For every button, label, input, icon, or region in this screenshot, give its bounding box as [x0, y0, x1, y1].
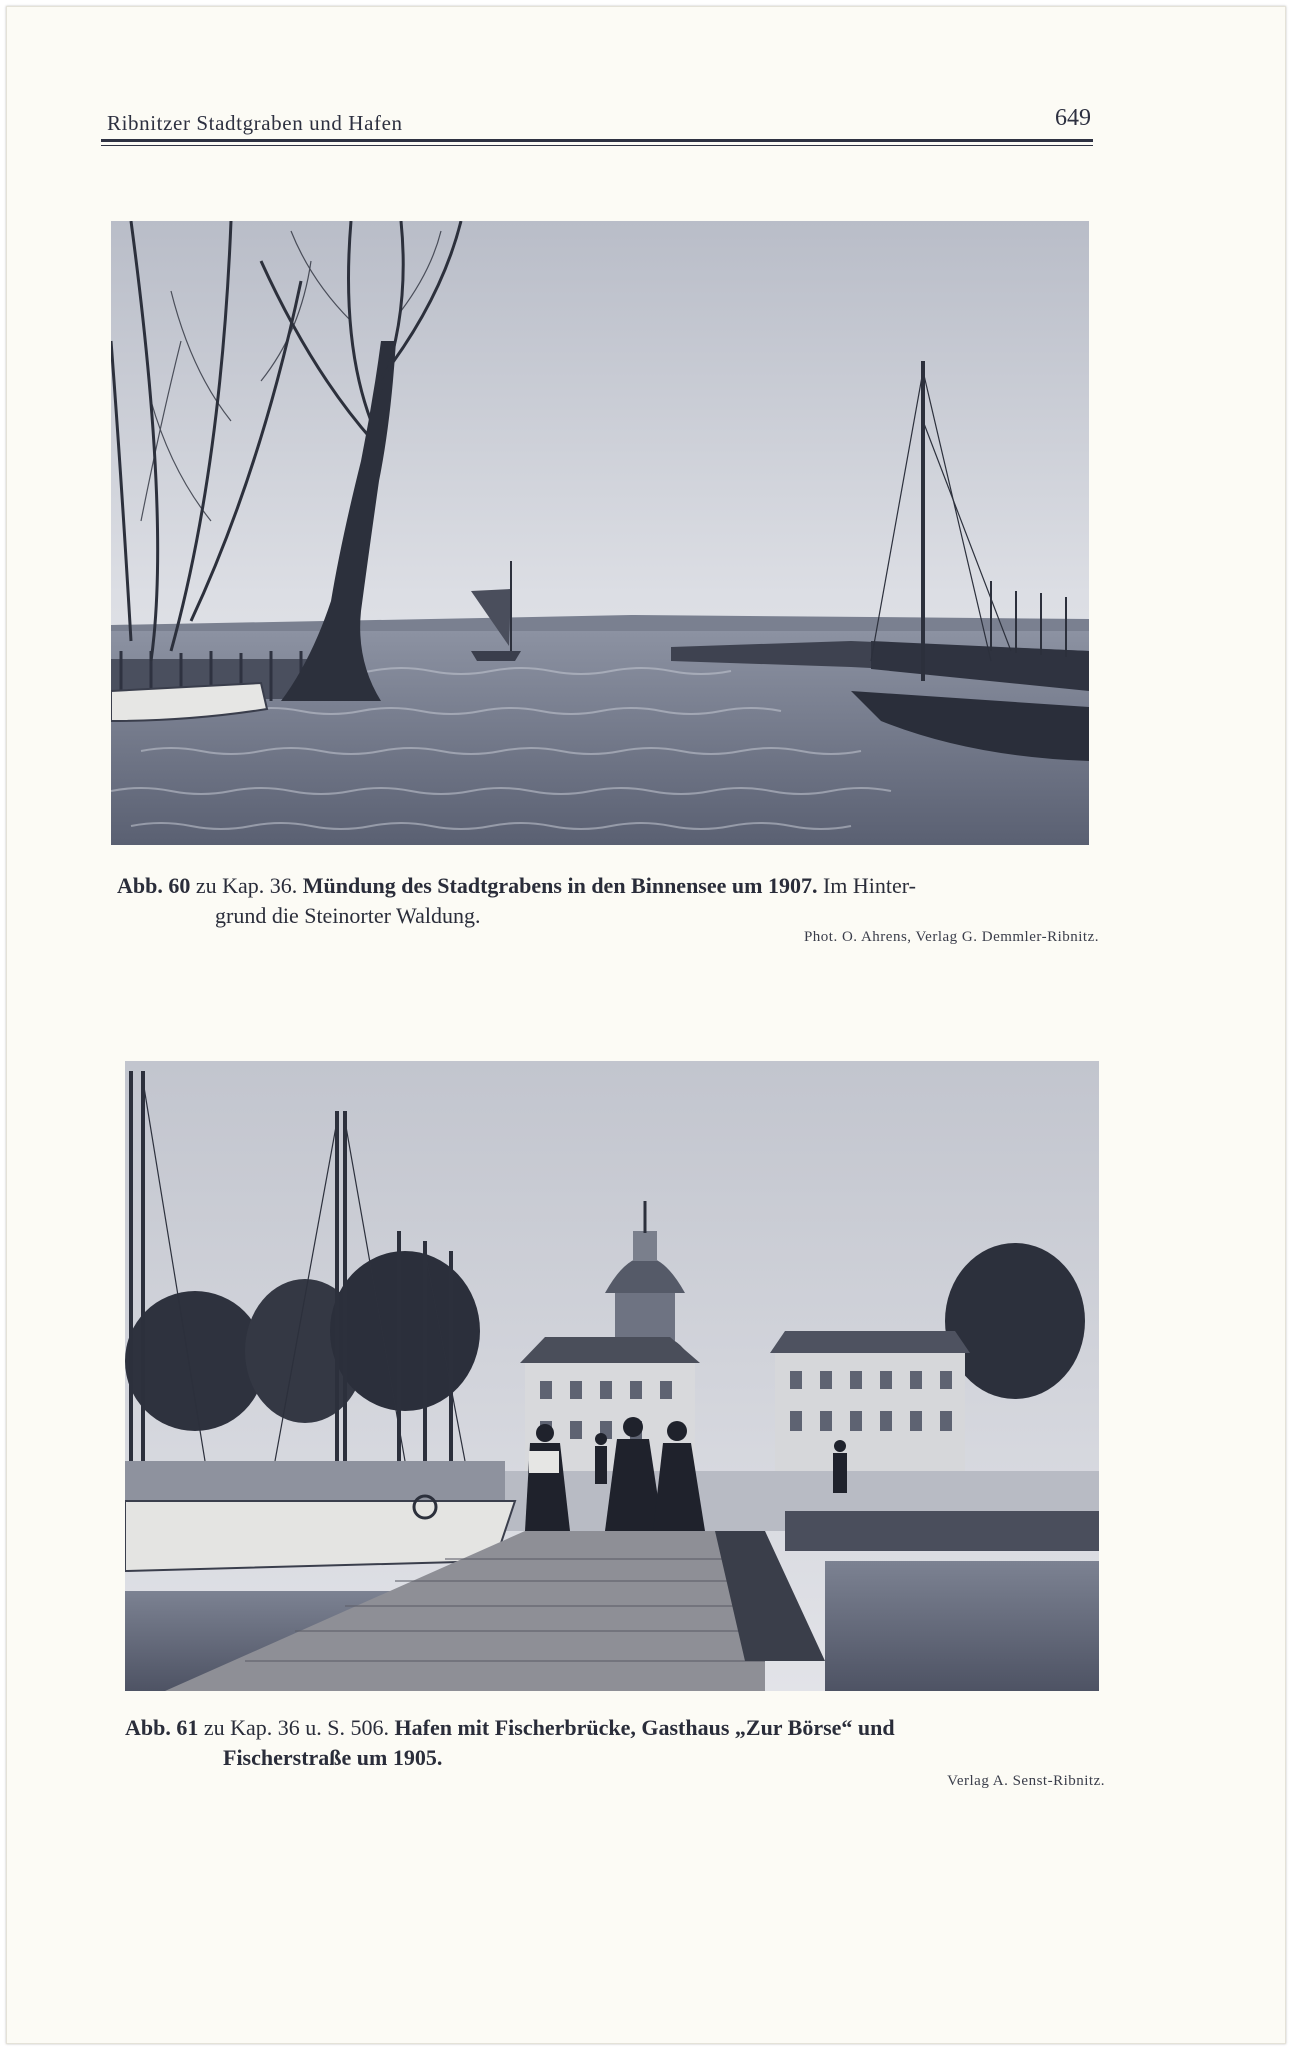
header-rule [101, 139, 1093, 142]
page-number: 649 [1055, 105, 1091, 131]
figure-text-line2: grund die Steinorter Waldung. [215, 903, 481, 928]
book-page [6, 6, 1286, 2044]
figure-reference: zu Kap. 36. [195, 873, 298, 898]
figure-caption-61 [125, 1713, 1115, 1773]
figure-title: Mündung des Stadtgrabens in den Binnensee um 1907. [302, 873, 818, 898]
figure-label: Abb. 61 [125, 1715, 199, 1740]
photo-credit-61: Verlag A. Senst-Ribnitz. [947, 1773, 1105, 1789]
photo-credit-60: Phot. O. Ahrens, Verlag G. Demmler-Ribnitz. [803, 929, 1099, 945]
photo-stadtgraben-muendung [111, 221, 1089, 845]
running-head [101, 105, 1093, 141]
figure-title: Hafen mit Fischerbrücke, Gasthaus „Zur Börse“ und [394, 1715, 895, 1740]
running-title: Ribnitzer Stadtgraben und Hafen [107, 111, 403, 135]
figure-title-line2: Fischerstraße um 1905. [223, 1745, 443, 1770]
header-rule-thin [101, 145, 1093, 146]
figure-caption-60 [117, 871, 1097, 931]
figure-text: Im Hinter- [822, 873, 916, 898]
photo-hafen-fischerbruecke [125, 1061, 1099, 1691]
figure-label: Abb. 60 [117, 873, 191, 898]
figure-reference: zu Kap. 36 u. S. 506. [203, 1715, 390, 1740]
